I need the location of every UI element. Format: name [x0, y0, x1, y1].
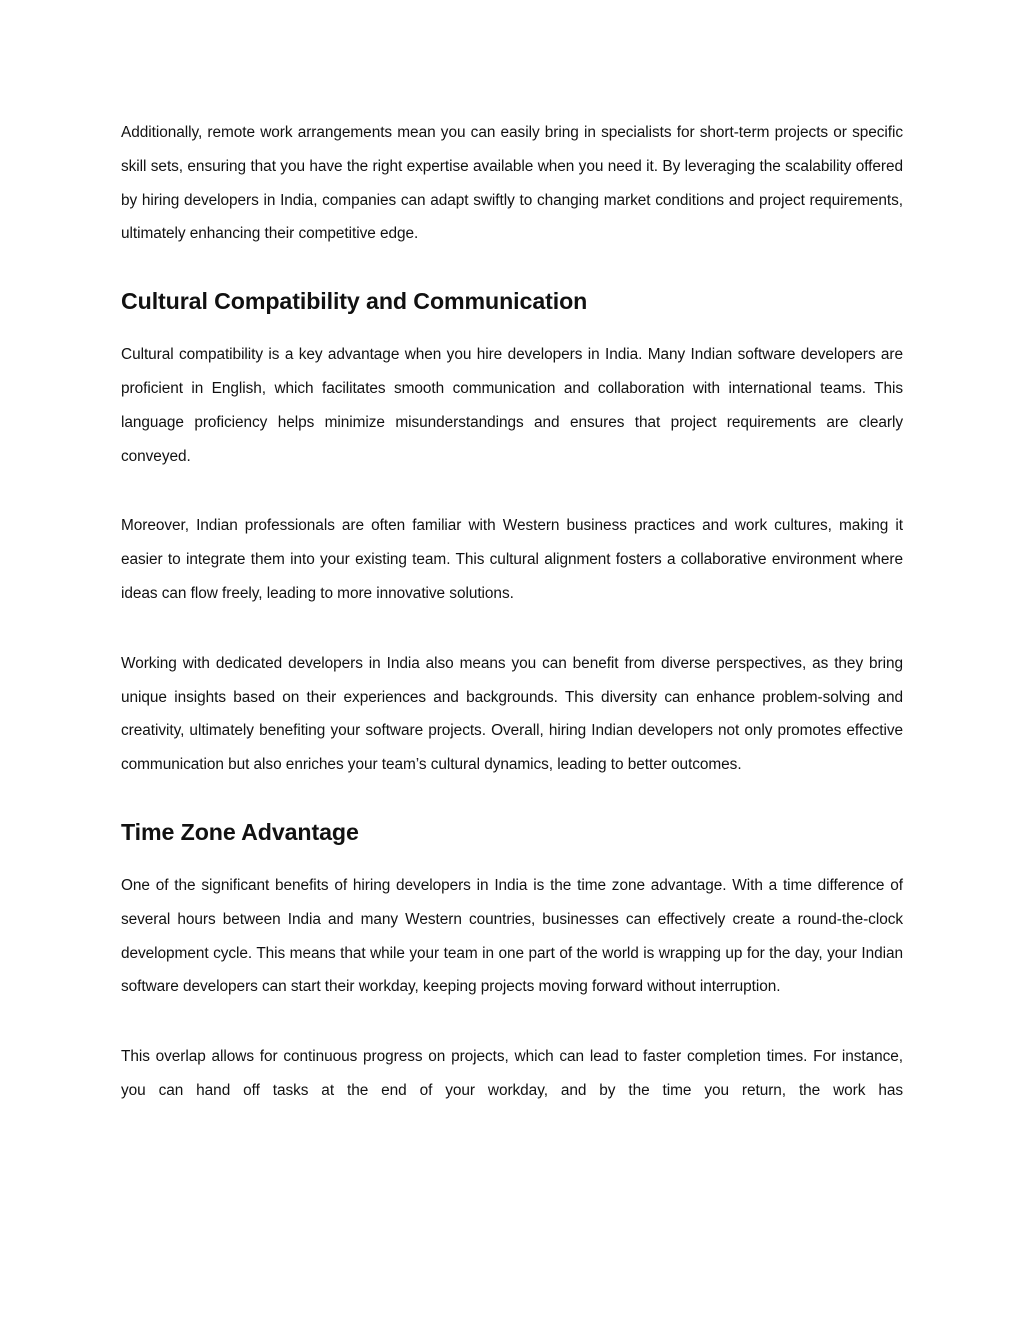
paragraph-timezone-2: This overlap allows for continuous progress on projects, which can lead to faster completion times. For instance, you can hand off tasks at the end of your workday, and by the time you return, the work has — [121, 1048, 903, 1099]
intro-paragraph: Additionally, remote work arrangements mean you can easily bring in specialists for short-term projects or specific skill sets, ensuring that you have the right expertise available when you need it. By leveraging the scalability offered by hiring developers in India, companies can adapt swiftly to changing market conditions and project requirements, ultimately enhancing their competitive edge. — [121, 124, 903, 243]
paragraph-cultural-1: Cultural compatibility is a key advantage when you hire developers in India. Many Indian software developers are proficient in English, which facilitates smooth communication and collaboration with international teams. This language proficiency helps minimize misunderstandings and ensures that project requirements are clearly conveyed. — [121, 346, 903, 465]
paragraph-cultural-3: Working with dedicated developers in India also means you can benefit from diverse perspectives, as they bring unique insights based on their experiences and backgrounds. This diversity can enhance problem-solving and creativity, ultimately benefiting your software projects. Overall, hiring Indian developers not only promotes effective communication but also enriches your team’s cultural dynamics, leading to better outcomes. — [121, 654, 903, 774]
document-page — [121, 116, 903, 1108]
section-heading-timezone: Time Zone Advantage — [121, 818, 359, 845]
section-heading-cultural: Cultural Compatibility and Communication — [121, 288, 588, 315]
paragraph-timezone-1: One of the significant benefits of hiring developers in India is the time zone advantage. With a time difference of several hours between India and many Western countries, businesses can effectively create a round-the-clock development cycle. This means that while your team in one part of the world is wrapping up for the day, your Indian software developers can start their workday, keeping projects moving forward without interruption. — [121, 876, 903, 996]
paragraph-cultural-2: Moreover, Indian professionals are often familiar with Western business practices and work cultures, making it easier to integrate them into your existing team. This cultural alignment fosters a collaborative environment where ideas can flow freely, leading to more innovative solutions. — [121, 517, 903, 602]
